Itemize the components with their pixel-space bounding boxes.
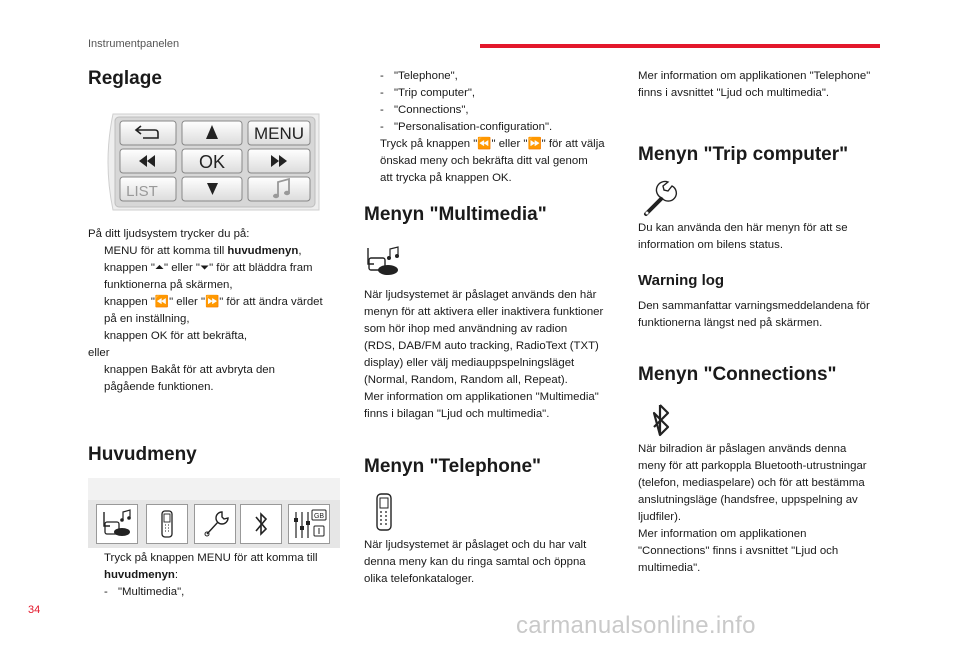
dash-glyph: -	[380, 104, 384, 116]
dash-glyph: -	[380, 87, 384, 99]
paragraph-line: display) eller välj mediauppspelningsläget	[364, 357, 575, 369]
dash-glyph: -	[104, 586, 108, 598]
paragraph-line: (telefon, mediaspelare) och för att bestämma	[638, 477, 865, 489]
list-item	[364, 136, 620, 187]
trip-computer-description	[638, 220, 898, 254]
menu-item-connections: "Connections",	[394, 104, 469, 116]
list-item	[364, 68, 620, 85]
bullet-text: på en inställning,	[104, 313, 190, 325]
page-number: 34	[28, 604, 41, 616]
huvudmeny-instructions	[88, 550, 340, 601]
multimedia-description	[364, 287, 624, 423]
menu-item-trip-computer: "Trip computer",	[394, 87, 476, 99]
paragraph-line: ljudfiler).	[638, 511, 682, 523]
telephone-more-info	[638, 68, 898, 102]
heading-telephone: Menyn "Telephone"	[364, 456, 542, 477]
header-accent-bar	[480, 44, 880, 48]
bullet-text: knappen OK för att bekräfta,	[104, 330, 248, 342]
list-item	[88, 328, 340, 345]
menu-item-personalisation: "Personalisation-configuration".	[394, 121, 553, 133]
reglage-intro: På ditt ljudsystem trycker du på:	[88, 228, 250, 240]
multimedia-icon	[96, 504, 138, 544]
paragraph-line: anslutningsläge (handsfree, uppspelning av	[638, 494, 858, 506]
bullet-text: Tryck på knappen "⏪" eller "⏩" för att välja	[380, 138, 605, 150]
warning-log-description	[638, 298, 898, 332]
wrench-icon	[640, 180, 680, 225]
list-item	[88, 294, 340, 328]
bullet-text: att trycka på knappen OK.	[380, 172, 512, 184]
heading-connections: Menyn "Connections"	[638, 364, 837, 385]
eller-text: eller	[88, 347, 110, 359]
bullet-text: knappen "⏪" eller "⏩" för att ändra värdet	[104, 296, 323, 308]
bullet-text: önskad meny och bekräfta ditt val genom	[380, 155, 588, 167]
bullet-text: funktionerna på skärmen,	[104, 279, 233, 291]
settings-icon	[288, 504, 330, 544]
heading-multimedia: Menyn "Multimedia"	[364, 204, 547, 225]
paragraph-line: som hör ihop med användning av radion	[364, 323, 568, 335]
bluetooth-icon	[240, 504, 282, 544]
wrench-icon	[194, 504, 236, 544]
paragraph-line: När ljudsystemet är påslaget används den här	[364, 289, 597, 301]
list-item	[364, 119, 620, 136]
reglage-instructions	[88, 226, 340, 396]
bullet-text: Tryck på knappen MENU för att komma till	[104, 552, 318, 564]
list-item	[364, 102, 620, 119]
paragraph-line: Den sammanfattar varningsmeddelandena för	[638, 300, 870, 312]
paragraph-line: finns i avsnittet "Ljud och multimedia".	[638, 87, 830, 99]
bullet-text: pågående funktionen.	[104, 381, 214, 393]
bullet-text: ,	[298, 245, 302, 257]
heading-warning-log: Warning log	[638, 272, 725, 289]
paragraph-line: När ljudsystemet är påslaget och du har valt	[364, 539, 587, 551]
heading-trip-computer: Menyn "Trip computer"	[638, 144, 849, 165]
bullet-text-bold: huvudmenyn	[227, 245, 299, 257]
bullet-text: MENU för att komma till	[104, 245, 228, 257]
multimedia-icon	[364, 244, 406, 283]
menu-item-multimedia: "Multimedia",	[118, 586, 185, 598]
list-item	[88, 260, 340, 294]
paragraph-line: "Connections" finns i avsnittet "Ljud och	[638, 545, 839, 557]
heading-huvudmeny: Huvudmeny	[88, 444, 197, 465]
dash-glyph: -	[380, 121, 384, 133]
menu-items-list	[364, 68, 620, 187]
paragraph-line: multimedia".	[638, 562, 701, 574]
telephone-icon	[372, 492, 396, 537]
gb-label: GB	[313, 513, 325, 520]
paragraph-line: olika telefonkataloger.	[364, 573, 475, 585]
telephone-icon	[146, 504, 188, 544]
menu-button-label: MENU	[253, 124, 305, 143]
list-item	[104, 584, 340, 601]
bluetooth-icon	[648, 402, 672, 443]
paragraph-line: (RDS, DAB/FM auto tracking, RadioText (TXT)	[364, 340, 599, 352]
paragraph-line: denna meny kan du ringa samtal och öppna	[364, 556, 586, 568]
watermark-text: carmanualsonline.info	[516, 612, 756, 639]
paragraph-line: Mer information om applikationen	[638, 528, 807, 540]
list-item	[364, 85, 620, 102]
paragraph-line: menyn för att aktivera eller inaktivera funktioner	[364, 306, 604, 318]
dash-glyph: -	[380, 70, 384, 82]
paragraph-line: Mer information om applikationen "Multimedia"	[364, 391, 599, 403]
paragraph-line: meny för att parkoppla Bluetooth-utrustningar	[638, 460, 867, 472]
paragraph-line: finns i bilagan "Ljud och multimedia".	[364, 408, 550, 420]
connections-description	[638, 441, 898, 577]
telephone-description	[364, 537, 620, 588]
paragraph-line: Mer information om applikationen "Telephone"	[638, 70, 871, 82]
control-panel-illustration	[103, 112, 323, 212]
paragraph-line: information om bilens status.	[638, 239, 783, 251]
paragraph-line: funktionerna längst ned på skärmen.	[638, 317, 823, 329]
list-item	[88, 362, 340, 396]
main-menu-strip	[88, 478, 340, 548]
page-header-title: Instrumentpanelen	[88, 38, 180, 50]
ok-button-label: OK	[198, 152, 226, 172]
paragraph-line: (Normal, Random, Random all, Repeat).	[364, 374, 568, 386]
heading-reglage: Reglage	[88, 68, 162, 89]
bullet-text-bold: huvudmenyn	[104, 569, 175, 581]
list-item	[88, 243, 340, 260]
paragraph-line: När bilradion är påslagen används denna	[638, 443, 847, 455]
list-button-label: LIST	[126, 183, 158, 200]
bullet-text: knappen Bakåt för att avbryta den	[104, 364, 275, 376]
paragraph-line: Du kan använda den här menyn för att se	[638, 222, 848, 234]
list-item	[88, 550, 340, 601]
menu-item-telephone: "Telephone",	[394, 70, 458, 82]
bullet-text: :	[174, 569, 179, 581]
bullet-text: knappen "⏶" eller "⏷" för att bläddra fram	[104, 262, 313, 274]
